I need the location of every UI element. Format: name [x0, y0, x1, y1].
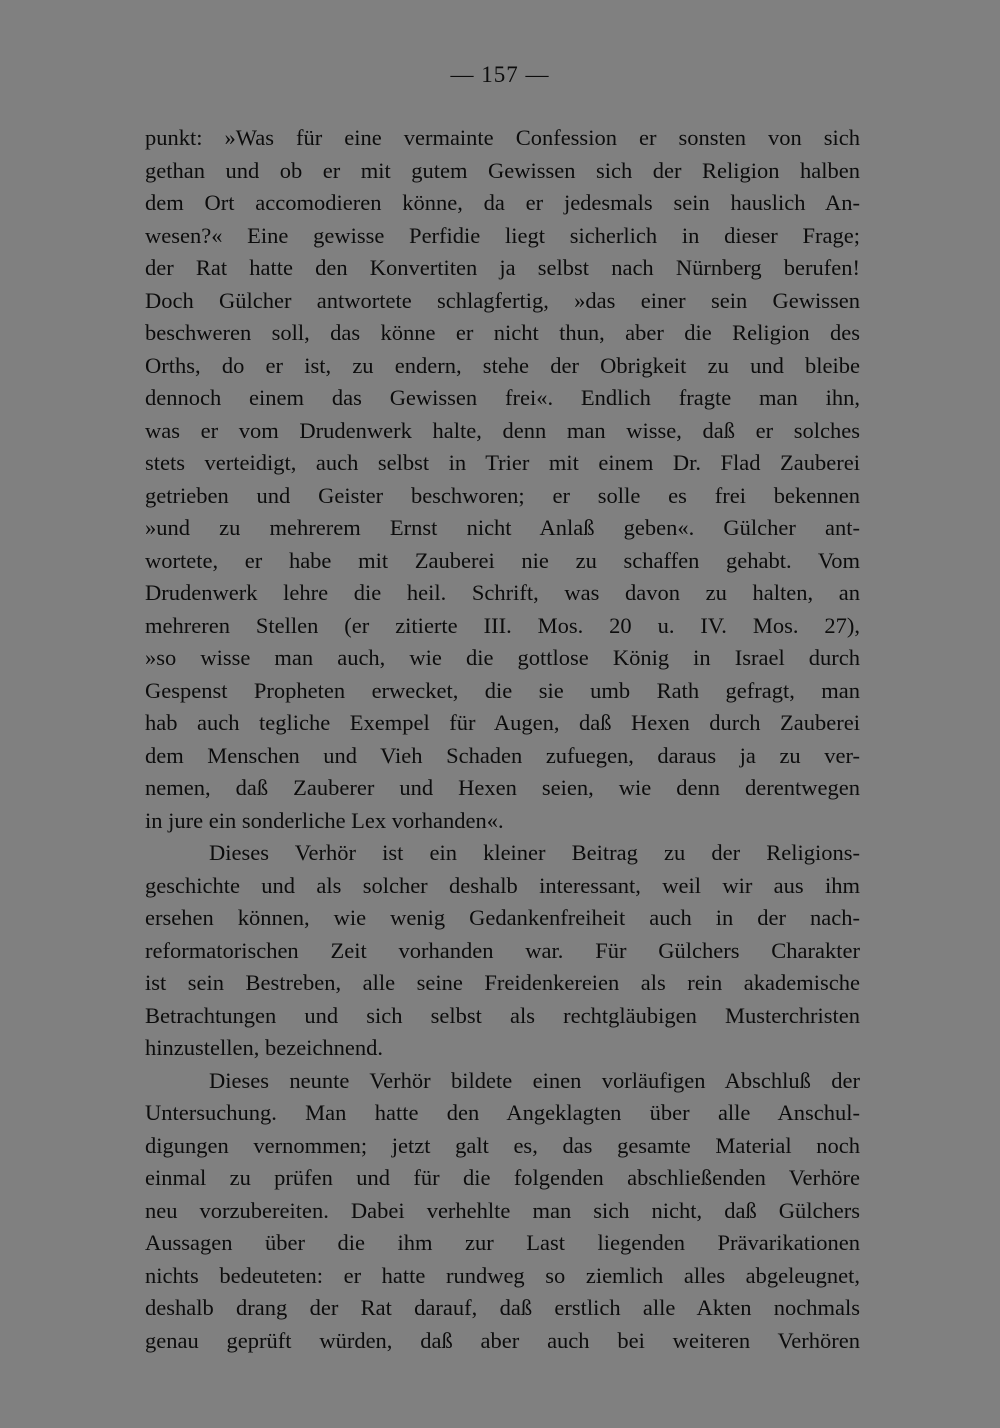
text-line: deshalb drang der Rat darauf, daß erstlich alle Akten nochmals	[145, 1295, 860, 1320]
text-line: ist sein Bestreben, alle seine Freidenkereien als rein akademische	[145, 970, 860, 995]
text-line: Drudenwerk lehre die heil. Schrift, was davon zu halten, an	[145, 580, 860, 605]
text-line: beschweren soll, das könne er nicht thun, aber die Religion des	[145, 320, 860, 345]
text-line: reformatorischen Zeit vorhanden war. Für Gülchers Charakter	[145, 937, 860, 963]
text-line: genau geprüft würden, daß aber auch bei weiteren Verhören	[145, 1327, 860, 1353]
text-line: was er vom Drudenwerk halte, denn man wisse, daß er solches	[145, 417, 860, 443]
text-line: Untersuchung. Man hatte den Angeklagten über alle Anschul-	[145, 1100, 860, 1125]
paragraph-start-line: Dieses Verhör ist ein kleiner Beitrag zu der Religions-	[209, 840, 860, 865]
text-line: »und zu mehrerem Ernst nicht Anlaß geben«. Gülcher ant-	[145, 515, 860, 540]
paragraph-end-line: in jure ein sonderliche Lex vorhanden«.	[145, 807, 504, 833]
text-line: Gespenst Propheten erwecket, die sie umb Rath gefragt, man	[145, 677, 860, 703]
text-line: wortete, er habe mit Zauberei nie zu schaffen gehabt. Vom	[145, 547, 860, 573]
text-line: getrieben und Geister beschworen; er solle es frei bekennen	[145, 482, 860, 508]
text-line: geschichte und als solcher deshalb interessant, weil wir aus ihm	[145, 872, 860, 898]
body-text	[145, 122, 860, 1357]
text-line: digungen vernommen; jetzt galt es, das gesamte Material noch	[145, 1132, 860, 1158]
text-line: ersehen können, wie wenig Gedankenfreiheit auch in der nach-	[145, 905, 860, 930]
text-line: »so wisse man auch, wie die gottlose König in Israel durch	[145, 645, 860, 670]
text-line: wesen?« Eine gewisse Perfidie liegt sicherlich in dieser Frage;	[145, 222, 860, 248]
text-line: Betrachtungen und sich selbst als rechtgläubigen Musterchristen	[145, 1002, 860, 1028]
text-line: Orths, do er ist, zu endern, stehe der Obrigkeit zu und bleibe	[145, 352, 860, 378]
text-line: Aussagen über die ihm zur Last liegenden Prävarikationen	[145, 1230, 860, 1255]
paragraph-start-line: Dieses neunte Verhör bildete einen vorläufigen Abschluß der	[209, 1067, 860, 1093]
text-line: neu vorzubereiten. Dabei verhehlte man sich nicht, daß Gülchers	[145, 1197, 860, 1223]
text-line: dennoch einem das Gewissen frei«. Endlich fragte man ihn,	[145, 385, 860, 410]
text-line: hab auch tegliche Exempel für Augen, daß Hexen durch Zauberei	[145, 710, 860, 735]
text-line: nemen, daß Zauberer und Hexen seien, wie denn derentwegen	[145, 775, 860, 800]
text-line: dem Ort accomodieren könne, da er jedesmals sein hauslich An-	[145, 190, 860, 215]
page-number: — 157 —	[450, 62, 550, 87]
text-line: punkt: »Was für eine vermainte Confession er sonsten von sich	[145, 125, 860, 150]
text-line: dem Menschen und Vieh Schaden zufuegen, daraus ja zu ver-	[145, 742, 860, 768]
text-line: Doch Gülcher antwortete schlagfertig, »das einer sein Gewissen	[145, 287, 860, 313]
text-line: mehreren Stellen (er zitierte III. Mos. 20 u. IV. Mos. 27),	[145, 612, 860, 638]
paragraph-end-line: hinzustellen, bezeichnend.	[145, 1035, 384, 1060]
text-line: gethan und ob er mit gutem Gewissen sich der Religion halben	[145, 157, 860, 183]
text-line: stets verteidigt, auch selbst in Trier mit einem Dr. Flad Zauberei	[145, 450, 860, 475]
text-line: der Rat hatte den Konvertiten ja selbst nach Nürnberg berufen!	[145, 255, 860, 280]
text-line: nichts bedeuteten: er hatte rundweg so ziemlich alles abgeleugnet,	[145, 1262, 860, 1288]
text-line: einmal zu prüfen und für die folgenden abschließenden Verhöre	[145, 1165, 860, 1190]
